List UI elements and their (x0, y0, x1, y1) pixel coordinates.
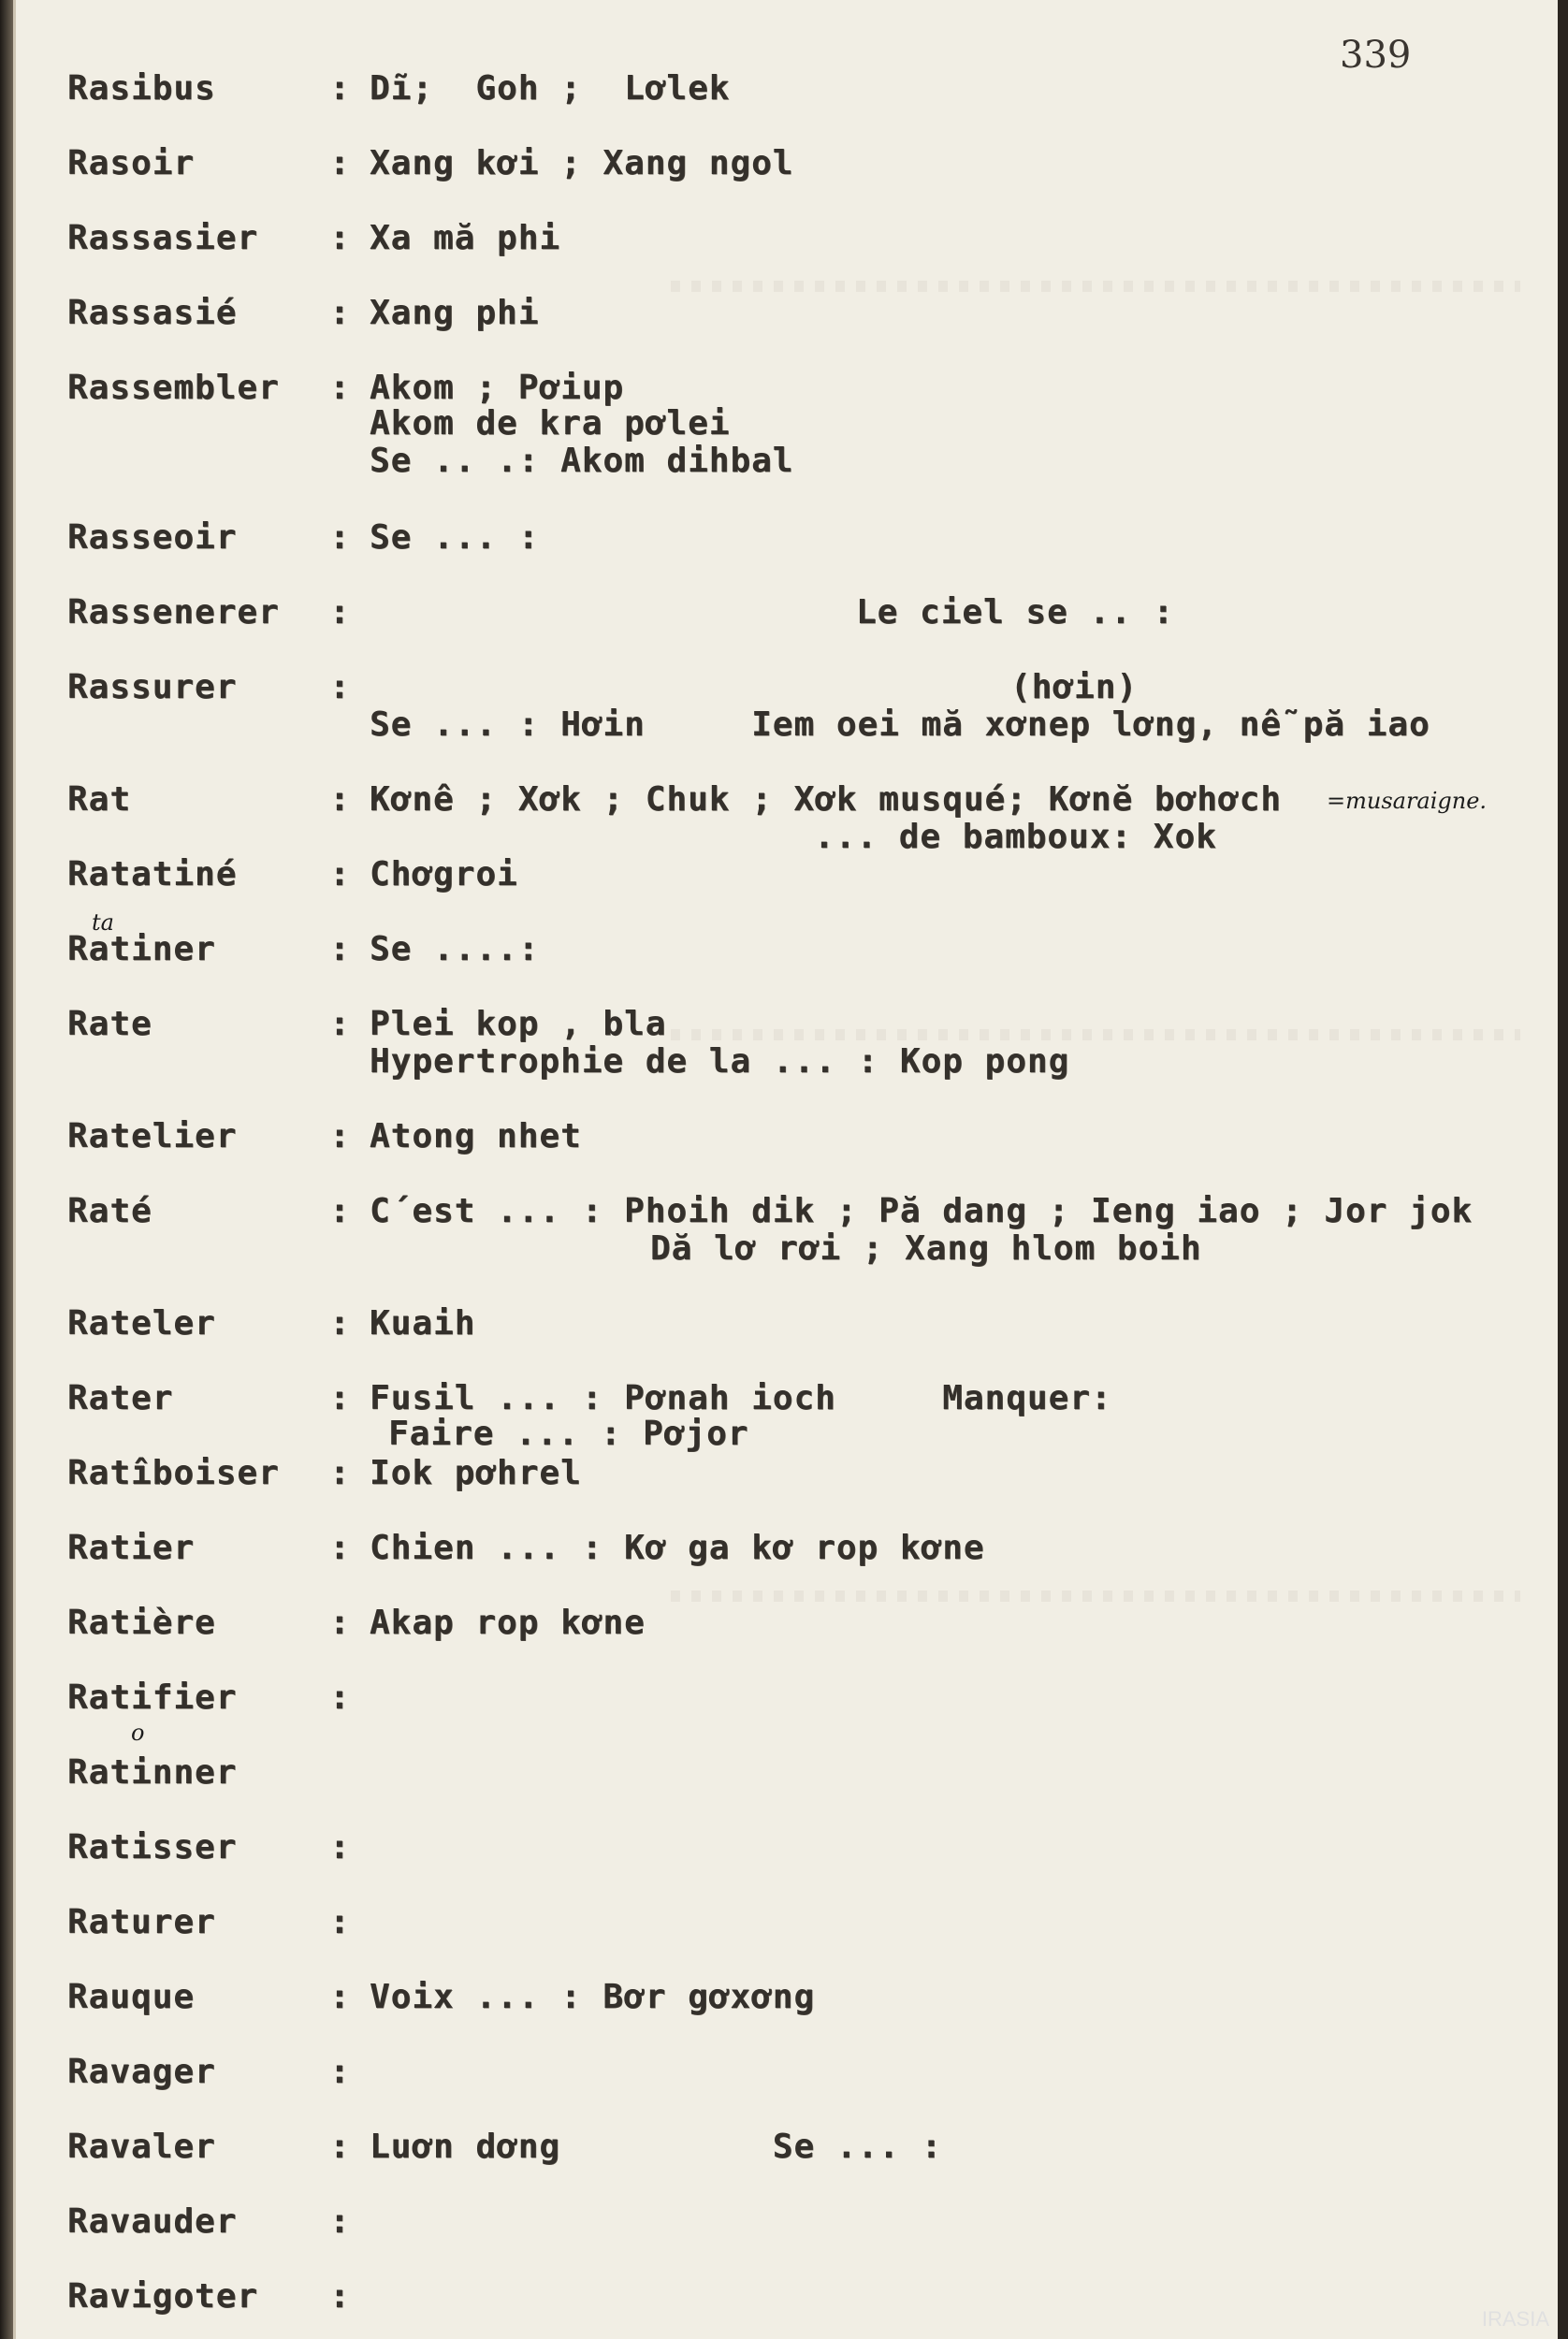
entry-definition-line: Akap rop kơne (370, 1604, 646, 1642)
entry-colon: : (329, 1117, 351, 1155)
entry-colon: : (329, 2053, 351, 2091)
entry-colon: : (329, 668, 351, 706)
entry-definition-line: Dă lơ rơi ; Xang hlom boih (650, 1229, 1202, 1268)
entry-definition-line: Iok pơhrel (370, 1454, 582, 1492)
entry-headword: Rasoir (67, 144, 196, 182)
entry-colon: : (329, 144, 351, 182)
entry-definition-line: Kuaih (370, 1304, 476, 1343)
entry-headword: Rassurer (67, 668, 238, 706)
entry-headword: Rassasier (67, 219, 259, 257)
entry-headword: Ratiner (67, 930, 216, 968)
entry-headword: Rassembler (67, 369, 280, 407)
page-number: 339 (1340, 34, 1412, 77)
entry-definition-line: ... de bamboux: Xok (814, 818, 1217, 856)
entry-colon: : (329, 294, 351, 332)
entry-colon: : (329, 930, 351, 968)
entry-colon: : (329, 1529, 351, 1567)
entry-headword: Ravigoter (67, 2277, 259, 2316)
entry-colon: : (329, 1454, 351, 1492)
entry-colon: : (329, 1005, 351, 1043)
entry-colon: : (329, 69, 351, 108)
entry-headword: Rater (67, 1379, 174, 1417)
entry-colon: : (329, 1379, 351, 1417)
entry-headword: Rasibus (67, 69, 216, 108)
entry-definition-line: Se .. .: Akom dihbal (370, 442, 794, 480)
entry-colon: : (329, 855, 351, 893)
entry-definition-line: C´est ... : Phoih dik ; Pă dang ; Ieng iao ; Jor jok (370, 1192, 1474, 1230)
entry-definition-line: Akom ; Pơiup (370, 369, 625, 407)
entry-colon: : (329, 1604, 351, 1642)
entry-headword: Ravauder (67, 2202, 238, 2241)
entry-headword: Ravager (67, 2053, 216, 2091)
entry-headword: Rauque (67, 1978, 196, 2016)
entry-colon: : (329, 2277, 351, 2316)
entry-colon: : (329, 780, 351, 819)
entry-definition-line: Xa mă phi (370, 219, 561, 257)
entry-headword: Raté (67, 1192, 152, 1230)
bleed-through-shadow (671, 1591, 1520, 1602)
bleed-through-shadow (671, 1029, 1520, 1040)
entry-definition-line: Chien ... : Kơ ga kơ rop kơne (370, 1529, 985, 1567)
entry-definition-line: Le ciel se .. : (856, 593, 1175, 632)
entry-definition-line: Hypertrophie de la ... : Kop pong (370, 1042, 1070, 1081)
entry-headword: Raturer (67, 1903, 216, 1941)
entry-colon: : (329, 1678, 351, 1717)
entry-definition-line: Chơgroi (370, 855, 518, 893)
entry-definition-line: Xang kơi ; Xang ngol (370, 144, 794, 182)
entry-definition-line: Faire ... : Pơjor (388, 1415, 749, 1453)
entry-headword: Ratier (67, 1529, 196, 1567)
entry-colon: : (329, 2128, 351, 2166)
entry-definition-line: Dĩ; Goh ; Lơlek (370, 69, 731, 108)
entry-colon: : (329, 1903, 351, 1941)
handwritten-annotation: o (131, 1720, 145, 1746)
entry-colon: : (329, 219, 351, 257)
entry-definition-line: Atong nhet (370, 1117, 582, 1155)
entry-headword: Rasseoir (67, 518, 238, 557)
bleed-through-shadow (671, 281, 1520, 292)
handwritten-annotation: =musaraigne. (1327, 788, 1488, 814)
entry-headword: Ratîboiser (67, 1454, 280, 1492)
entry-colon: : (329, 593, 351, 632)
entry-headword: Rateler (67, 1304, 216, 1343)
entry-definition-line: Xang phi (370, 294, 540, 332)
entry-headword: Rate (67, 1005, 152, 1043)
entry-definition-line: Se ... : (370, 518, 540, 557)
entry-headword: Rassenerer (67, 593, 280, 632)
entry-headword: Rassasié (67, 294, 238, 332)
entry-definition-line: Akom de kra pơlei (370, 404, 731, 443)
entry-definition-line: Kơnê ; Xơk ; Chuk ; Xơk musqué; Kơnĕ bơhơch (370, 780, 1282, 819)
handwritten-annotation: ta (92, 909, 114, 936)
entry-headword: Ratelier (67, 1117, 238, 1155)
entry-colon: : (329, 518, 351, 557)
entry-colon: : (329, 369, 351, 407)
entry-definition-line: Se ....: (370, 930, 540, 968)
entry-colon: : (329, 1192, 351, 1230)
entry-colon: : (329, 2202, 351, 2241)
entry-definition-line: Plei kop , bla (370, 1005, 667, 1043)
entry-definition-line: Se ... : Hơin Iem oei mă xơnep lơng, nễ pă iao (370, 705, 1430, 744)
entry-headword: Ratière (67, 1604, 216, 1642)
entry-headword: Ratatiné (67, 855, 238, 893)
entry-definition-line: Luơn dơng Se ... : (370, 2128, 943, 2166)
entry-headword: Ratisser (67, 1828, 238, 1867)
entry-definition-line: Voix ... : Bơr gơxơng (370, 1978, 816, 2016)
entry-definition-line: Fusil ... : Pơnah ioch Manquer: (370, 1379, 1112, 1417)
entry-headword: Ravaler (67, 2128, 216, 2166)
entry-headword: Ratifier (67, 1678, 238, 1717)
entry-colon: : (329, 1304, 351, 1343)
entry-headword: Rat (67, 780, 132, 819)
watermark: IRASIA (1481, 2307, 1549, 2331)
entry-headword: Ratinner (67, 1753, 238, 1792)
entry-colon: : (329, 1978, 351, 2016)
entry-colon: : (329, 1828, 351, 1867)
entry-definition-line: (hơin) (1010, 668, 1139, 706)
binding-spine (0, 0, 13, 2339)
